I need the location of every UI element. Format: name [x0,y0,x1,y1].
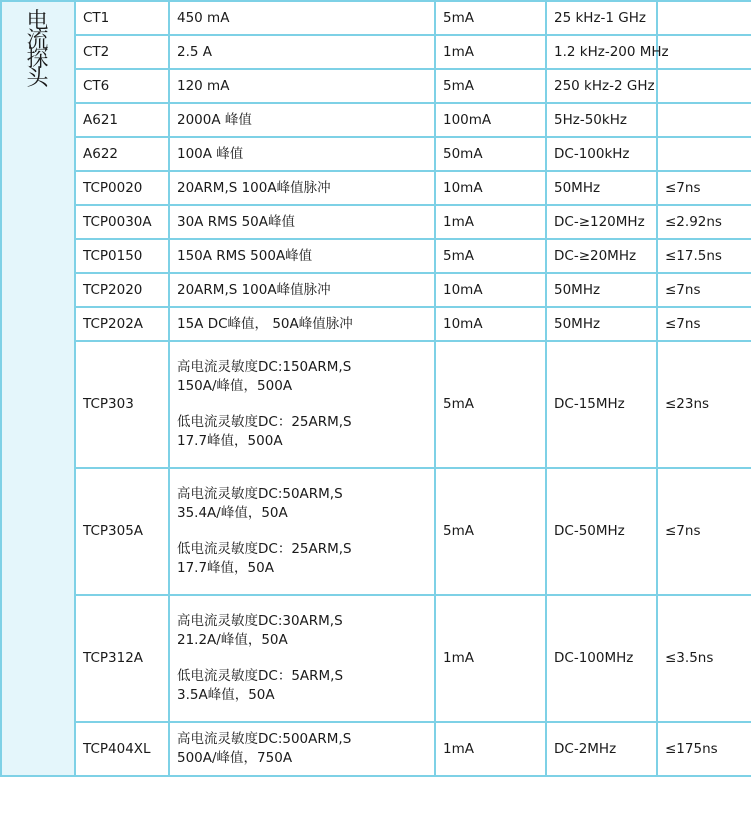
max-current-cell [169,595,435,722]
category-label: 电流探头 [26,9,50,91]
table-row [1,35,751,69]
bandwidth-cell: 1.2 kHz-200 MHz [546,35,657,69]
max-current-cell [169,307,435,341]
model-cell: TCP0020 [75,171,169,205]
rise-time-cell: ≤7ns [657,307,751,341]
max-current-line: 17.7峰值，500A [177,433,283,449]
rise-time-cell: ≤175ns [657,722,751,776]
sensitivity-cell: 5mA [435,1,546,35]
max-current-line: 高电流灵敏度DC:150ARM,S [177,359,352,375]
table-row [1,307,751,341]
max-current-text: 20ARM,S 100A峰值脉冲 [177,281,331,298]
max-current-cell [169,137,435,171]
max-current-cell [169,341,435,468]
max-current-cell [169,35,435,69]
bandwidth-cell: DC-15MHz [546,341,657,468]
max-current-text: 30A RMS 50A峰值 [177,213,296,230]
rise-time-cell [657,137,751,171]
sensitivity-cell: 10mA [435,171,546,205]
high-sensitivity-block [177,612,434,650]
rise-time-cell: ≤7ns [657,171,751,205]
sensitivity-cell: 10mA [435,273,546,307]
bandwidth-cell: DC-50MHz [546,468,657,595]
max-current-line: 21.2A/峰值，50A [177,632,288,648]
model-cell: TCP0030A [75,205,169,239]
model-cell: TCP2020 [75,273,169,307]
table-row [1,171,751,205]
bandwidth-cell: 50MHz [546,171,657,205]
bandwidth-cell: 50MHz [546,273,657,307]
table-row [1,468,751,595]
max-current-text: 120 mA [177,77,230,94]
rise-time-cell [657,35,751,69]
model-cell: TCP303 [75,341,169,468]
max-current-line: 低电流灵敏度DC：25ARM,S [177,414,352,430]
high-sensitivity-block [177,358,434,396]
bandwidth-cell: 50MHz [546,307,657,341]
category-cell [1,1,75,776]
max-current-line: 高电流灵敏度DC:30ARM,S [177,613,343,629]
sensitivity-cell: 1mA [435,205,546,239]
sensitivity-cell: 50mA [435,137,546,171]
max-current-line: 低电流灵敏度DC：5ARM,S [177,668,344,684]
bandwidth-cell: 5Hz-50kHz [546,103,657,137]
bandwidth-cell: DC-100MHz [546,595,657,722]
bandwidth-cell: 250 kHz-2 GHz [546,69,657,103]
rise-time-cell: ≤3.5ns [657,595,751,722]
table-row [1,103,751,137]
bandwidth-cell: DC-≥120MHz [546,205,657,239]
sensitivity-cell: 5mA [435,468,546,595]
max-current-cell [169,205,435,239]
max-current-line: 150A/峰值，500A [177,378,293,394]
bandwidth-cell: DC-≥20MHz [546,239,657,273]
model-cell: CT1 [75,1,169,35]
rise-time-cell [657,1,751,35]
rise-time-cell [657,103,751,137]
sensitivity-cell: 100mA [435,103,546,137]
max-current-cell [169,468,435,595]
max-current-line: 35.4A/峰值，50A [177,505,288,521]
rise-time-cell [657,69,751,103]
sensitivity-cell: 5mA [435,69,546,103]
max-current-cell [169,103,435,137]
max-current-line: 低电流灵敏度DC：25ARM,S [177,541,352,557]
sensitivity-cell: 1mA [435,722,546,776]
low-sensitivity-block [177,413,434,451]
max-current-text: 450 mA [177,9,230,26]
model-cell: TCP404XL [75,722,169,776]
table-row [1,722,751,776]
table-row [1,205,751,239]
rise-time-cell: ≤7ns [657,468,751,595]
rise-time-cell: ≤23ns [657,341,751,468]
sensitivity-cell: 5mA [435,341,546,468]
rise-time-cell: ≤17.5ns [657,239,751,273]
model-cell: TCP305A [75,468,169,595]
model-cell: TCP202A [75,307,169,341]
high-sensitivity-block [177,485,434,523]
sensitivity-cell: 10mA [435,307,546,341]
bandwidth-cell: DC-100kHz [546,137,657,171]
model-cell: A621 [75,103,169,137]
max-current-line: 高电流灵敏度DC:500ARM,S [177,731,352,747]
max-current-cell [169,273,435,307]
max-current-cell [169,69,435,103]
sensitivity-cell: 1mA [435,595,546,722]
table-row [1,239,751,273]
max-current-text: 2000A 峰值 [177,111,252,128]
rise-time-cell: ≤7ns [657,273,751,307]
max-current-line: 高电流灵敏度DC:50ARM,S [177,486,343,502]
max-current-cell [169,1,435,35]
table-row [1,69,751,103]
max-current-cell [169,239,435,273]
max-current-text: 20ARM,S 100A峰值脉冲 [177,179,331,196]
bandwidth-cell: 25 kHz-1 GHz [546,1,657,35]
max-current-cell [169,722,435,776]
table-row [1,137,751,171]
sensitivity-cell: 1mA [435,35,546,69]
max-current-cell [169,171,435,205]
max-current-line: 3.5A峰值，50A [177,687,275,703]
low-sensitivity-block [177,540,434,578]
model-cell: A622 [75,137,169,171]
table-row [1,341,751,468]
table-row [1,1,751,35]
sensitivity-cell: 5mA [435,239,546,273]
model-cell: TCP312A [75,595,169,722]
rise-time-cell: ≤2.92ns [657,205,751,239]
max-current-text: 2.5 A [177,43,212,60]
table-row [1,273,751,307]
high-sensitivity-block [177,730,434,768]
max-current-line: 500A/峰值，750A [177,750,293,766]
bandwidth-cell: DC-2MHz [546,722,657,776]
max-current-text: 15A DC峰值， 50A峰值脉冲 [177,315,353,332]
model-cell: TCP0150 [75,239,169,273]
max-current-text: 100A 峰值 [177,145,244,162]
max-current-line: 17.7峰值，50A [177,560,274,576]
table-row [1,595,751,722]
model-cell: CT2 [75,35,169,69]
low-sensitivity-block [177,667,434,705]
max-current-text: 150A RMS 500A峰值 [177,247,313,264]
model-cell: CT6 [75,69,169,103]
